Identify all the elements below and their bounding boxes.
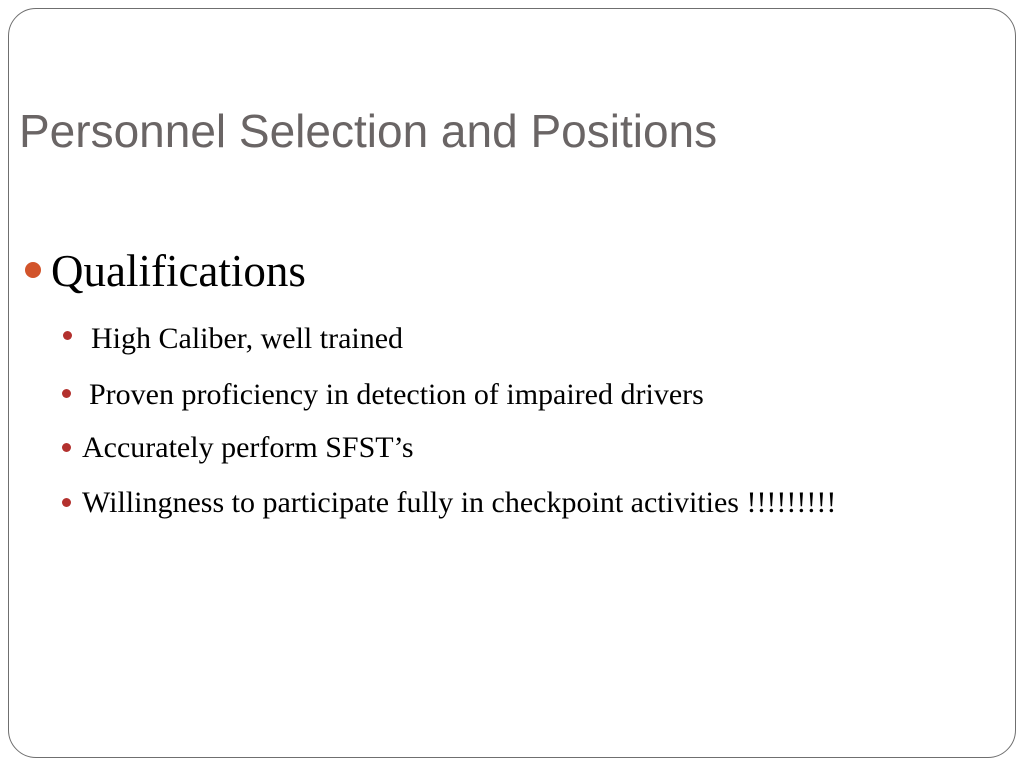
- slide-title: Personnel Selection and Positions: [19, 105, 718, 157]
- bullet-dot-icon: [62, 389, 71, 398]
- bullet-item-text: High Caliber, well trained: [91, 322, 404, 355]
- slide-frame: [8, 8, 1016, 758]
- bullet-dot-icon: [63, 331, 72, 340]
- bullet-heading-text: Qualifications: [51, 246, 306, 296]
- bullet-item: [89, 375, 704, 415]
- bullet-item-text: Proven proficiency in detection of impaired drivers: [89, 378, 704, 411]
- bullet-item-text: Accurately perform SFST’s: [82, 431, 414, 464]
- bullet-heading-qualifications: [51, 243, 306, 299]
- bullet-item: [91, 319, 403, 359]
- bullet-item-text: Willingness to participate fully in checkpoint activities !!!!!!!!!: [82, 486, 837, 519]
- bullet-item: [82, 483, 836, 523]
- bullet-dot-icon: [25, 262, 41, 278]
- bullet-dot-icon: [62, 443, 71, 452]
- bullet-dot-icon: [62, 498, 71, 507]
- bullet-item: [82, 428, 414, 468]
